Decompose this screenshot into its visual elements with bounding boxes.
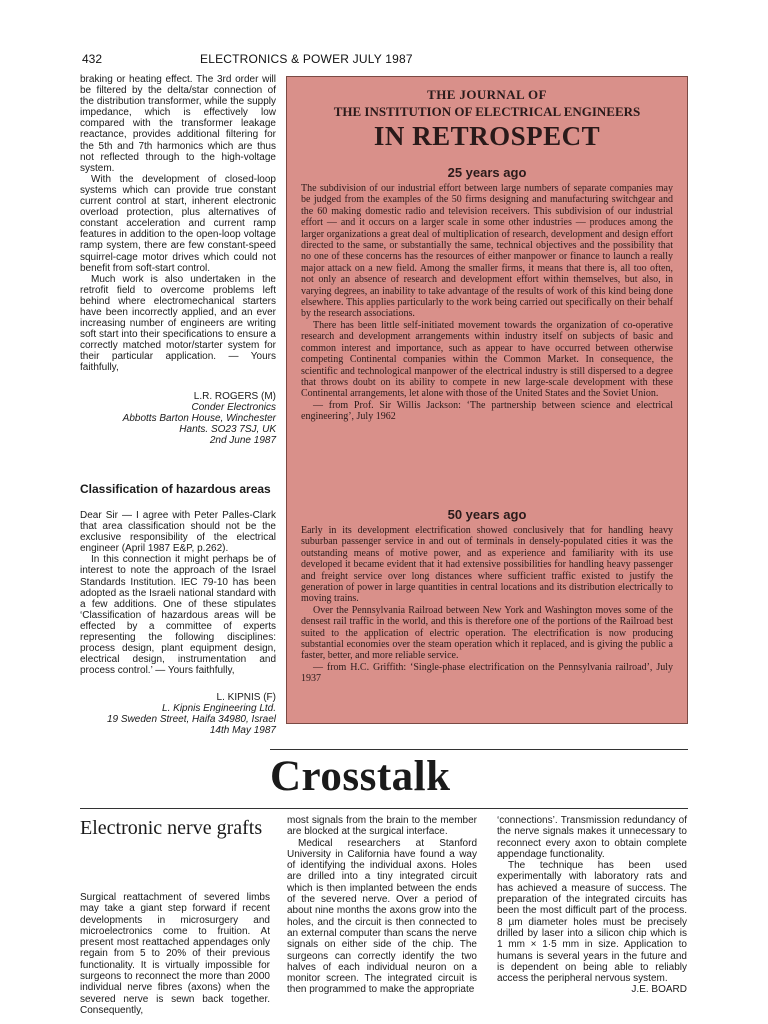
- paragraph: Medical researchers at Stanford University in California have found a way of identifying the individual axons. Holes are drilled into a tiny integrated circuit which is then implanted between the ends of the severed nerve. Over a period of about nine months the axons grow into the holes, and the circuit is then connected to an external computer than scans the nerve signals on either side of the chip. The surgeons can correctly identify the two halves of each individual neuron on a monitor screen. The integrated circuit is then programmed to make the appropriate: [287, 837, 477, 996]
- signature-address: Abbotts Barton House, Winchester: [122, 413, 276, 425]
- paragraph: In this connection it might perhaps be of interest to note the approach of the Israel Standards Institution. IEC 79-10 has been adopted as the Israeli national standard with a few additions. One of these stipulates ‘Classification of hazardous areas will be effected by a committee of experts representing the following disciplines: process design, plant equipment design, electrical design, instrumentation and process control.’ — Yours faithfully,: [80, 554, 276, 677]
- section-heading-25-years: 25 years ago: [447, 165, 527, 180]
- signature-date: 14th May 1987: [209, 725, 276, 737]
- paragraph: There has been little self-initiated movement towards the organization of co-operative research and development arrangements within industry itself on subjects of basic and common interest and importance, such as appear to have occurred between otherwise competing Continental companies within the Common Market. In consequence, the scientific and technological manpower of the electrical industry is still dispersed to a degree that throws doubt on its ability to compete in new large-scale development with these Continental arrangements, let alone with those of the United States and the Soviet Union.: [301, 319, 673, 400]
- page-number: 432: [82, 52, 103, 66]
- signature-date: 2nd June 1987: [209, 435, 276, 447]
- article-column-3: [497, 815, 687, 996]
- divider: [80, 808, 688, 809]
- retrospect-title: IN RETROSPECT: [373, 121, 601, 151]
- paragraph: Over the Pennsylvania Railroad between New York and Washington moves some of the densest rail traffic in the world, and this is therefore one of the portions of the Railroad best suited to the application of electric operation. The electrification is now producing substantial economies over the steam operation which it replaced, and is giving the public a faster, better, and more reliable service.: [301, 604, 673, 662]
- source-citation: — from Prof. Sir Willis Jackson: ‘The partnership between science and electrical engineering’, July 1962: [301, 399, 673, 423]
- retrospect-50-text: [301, 525, 673, 685]
- signature-address: Hants. SO23 7SJ, UK: [179, 424, 276, 436]
- crosstalk-title: Crosstalk: [270, 753, 451, 800]
- retrospect-box: [286, 76, 688, 724]
- paragraph: most signals from the brain to the member are blocked at the surgical interface.: [287, 815, 477, 838]
- article-title: Electronic nerve grafts: [80, 817, 263, 839]
- signature-address: 19 Sweden Street, Haifa 34980, Israel: [107, 714, 276, 726]
- paragraph: The technique has been used experimentally with laboratory rats and has achieved a measure of success. The preparation of the integrated circuits has been the most difficult part of the process. 8 µm diameter holes must be precisely drilled by laser into a silicon chip which is 1 mm × 1·5 mm in size. Application to humans is several years in the future and is dependent on being able to reliably access the peripheral nervous system.: [497, 860, 687, 985]
- signature-kipnis: [80, 692, 276, 736]
- article-author: J.E. BOARD: [631, 984, 687, 996]
- signature-name: L. KIPNIS (F): [216, 692, 276, 703]
- paragraph: Surgical reattachment of severed limbs may take a giant step forward if recent developments in microsurgery and microelectronics come to fruition. At present most reattached appendages only regain from 5 to 20% of their previous functionality. It is virtually impossible for surgeons to reconnect the more than 2000 individual nerve fibres (axons) when the severed nerve is sewn back together. Consequently,: [80, 892, 270, 1016]
- retrospect-institution-line: THE INSTITUTION OF ELECTRICAL ENGINEERS: [333, 104, 641, 119]
- paragraph: braking or heating effect. The 3rd order will be filtered by the delta/star connection of the distribution transformer, while the supply impedance, which is effectively low compared with the transformer leakage reactance, provides additional filtering for the 5th and 7th harmonics which are thus not reflected through to the high-voltage system.: [80, 74, 276, 174]
- letter-rogers-body: [80, 74, 276, 374]
- divider: [270, 749, 688, 750]
- signature-org: Conder Electronics: [191, 402, 276, 414]
- paragraph: With the development of closed-loop systems which can provide true constant current control at start, inherent electronic overload protection, plus alternatives of constant acceleration and current ramp features in addition to the open-loop voltage ramp system, there are few constant-speed squirrel-cage motor drives which could not benefit from soft-start control.: [80, 173, 276, 274]
- paragraph: Dear Sir — I agree with Peter Palles-Clark that area classification should not be the exclusive responsibility of the electrical engineer (April 1987 E&P, p.262).: [80, 510, 276, 555]
- paragraph: Much work is also undertaken in the retrofit field to overcome problems left behind where electromechanical starters have been incorrectly applied, and an ever increasing number of engineers are writing soft start into their specifications to ensure a correctly matched motor/starter system for their particular application. — Yours faithfully,: [80, 273, 276, 374]
- article-column-1: [80, 892, 270, 1016]
- source-citation: — from H.C. Griffith: ‘Single-phase electrification on the Pennsylvania railroad’, July 1937: [301, 661, 673, 685]
- article-column-2: [287, 815, 477, 996]
- retrospect-journal-line: THE JOURNAL OF: [427, 87, 547, 102]
- paragraph: Early in its development electrification showed conclusively that for handling heavy suburban passenger service in and out of terminals in densely-populated cities it was the outstanding means of motive power, and as experience and familiarity with its use developed it became evident that it had extensive possibilities for handling heavy passenger and freight service over long distances where sufficient traffic existed to justify the generation of power in large quantities in central locations and its distribution electrically to moving trains.: [301, 525, 673, 605]
- retrospect-25-text: [301, 183, 673, 423]
- letter-kipnis-body: [80, 510, 276, 676]
- paragraph: ‘connections’. Transmission redundancy of the nerve signals makes it unnecessary to reconnect every axon to obtain complete appendage functionality.: [497, 815, 687, 860]
- signature-org: L. Kipnis Engineering Ltd.: [162, 703, 276, 715]
- section-heading-50-years: 50 years ago: [447, 507, 527, 522]
- letter-heading: Classification of hazardous areas: [80, 482, 271, 496]
- running-header: ELECTRONICS & POWER JULY 1987: [200, 52, 413, 66]
- paragraph: The subdivision of our industrial effort between large numbers of separate companies may be judged from the examples of the 50 firms designing and manufacturing switchgear and the 60 making domestic radio and television receivers. This subdivision of our industrial effort — and it occurs on a larger scale in some other industries — produces among the larger organizations a great deal of multiplication of research, development and design effort directed to the same, or substantially the same, technical objectives and the possibility that no one of these concerns has the resources of either manpower or finance to launch a really major attack on a new field. Among the smaller firms, it means that there is, all too often, not only an absence of research and development effort within themselves, but also, in varying degrees, an inability to take advantage of the results of work of this kind being done elsewhere. This applies particularly to the work being carried out specifically on their behalf by the research associations.: [301, 183, 673, 320]
- signature-name: L.R. ROGERS (M): [193, 391, 276, 402]
- signature-rogers: [80, 391, 276, 446]
